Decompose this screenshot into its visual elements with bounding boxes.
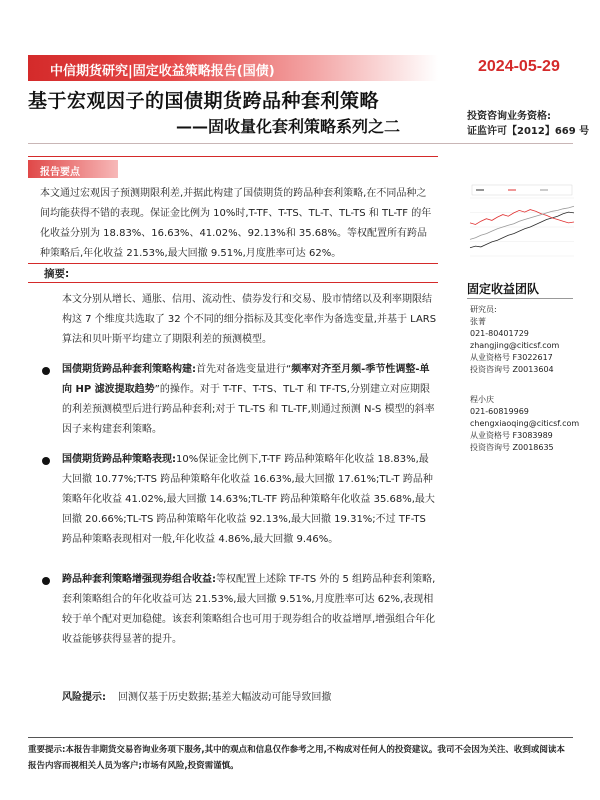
analyst-email[interactable]: chengxiaoqing@citicsf.com: [470, 419, 580, 428]
team-title: 固定收益团队: [467, 282, 540, 296]
disclaimer-note: 重要提示:本报告非期货交易咨询业务项下服务,其中的观点和信息仅作参考之用,不构成对任何人的投资建议。我司不会因为关注、收到或阅读本报告内容而视相关人员为客户;市场有风险,投资需谨慎。: [28, 745, 565, 771]
analyst-phone: 021-80401729: [470, 329, 529, 338]
abstract-intro: 本文分别从增长、通胀、信用、流动性、债券发行和交易、股市情绪以及利率期限结构这 7 个维度共选取了 32 个不同的细分指标及其变化率作为备选变量,并基于 LARS 算法和贝叶斯平均建立了期限利差的预测模型。: [62, 294, 437, 345]
report-subtitle: ——固收量化套利策略系列之二: [176, 117, 401, 136]
bullet-performance-body: 10%保证金比例下,T-TF 跨品种策略年化收益 18.83%,最大回撤 10.77%;T-TS 跨品种策略年化收益 16.63%,最大回撤 17.61%;TL-T 跨品种策略年化收益 41.02%,最大回撤 14.63%;TL-TF 跨品种策略年化收益 35.68%,最大回撤 20.66%;TL-TS 跨品种策略年化收益 92.13%,最大回撤 19.31%;不过 TF-TS 跨品种策略表现相对一般,年化收益 4.86%,最大回撤 9.46%。: [62, 454, 435, 545]
summary-tag-label: 报告要点: [40, 167, 80, 178]
bullet-enhancement: [62, 570, 438, 650]
chart-legend-box: [472, 185, 572, 195]
abstract-label: 摘要:: [44, 268, 70, 280]
bullet-dot: [42, 457, 50, 465]
bullet-enhancement-head: 跨品种套利策略增强现券组合收益:: [62, 574, 216, 585]
researcher-label: 研究员:: [470, 305, 497, 314]
analyst-cert-advisory: 投资咨询号 Z0018635: [470, 443, 554, 452]
bullet-construction: [62, 360, 438, 440]
team-divider: [467, 298, 573, 299]
report-title: 基于宏观因子的国债期货跨品种套利策略: [28, 90, 380, 112]
report-category-ribbon: [28, 55, 438, 81]
abstract-divider: [28, 282, 438, 283]
qualification-label: 投资咨询业务资格:: [467, 111, 551, 122]
header-divider: [28, 143, 573, 144]
analyst-name: 张菁: [470, 317, 486, 326]
report-date: 2024-05-29: [478, 58, 560, 75]
footer-divider: [28, 737, 573, 738]
bullet-construction-body-pre: 首先对备选变量进行“: [196, 364, 292, 375]
analyst-cert-advisory: 投资咨询号 Z0013604: [470, 365, 554, 374]
bullet-enhancement-body: 等权配置上述除 TF-TS 外的 5 组跨品种套利策略,套利策略组合的年化收益可达 21.53%,最大回撤 9.51%,月度胜率可达 62%,表现相较于单个配对更加稳健。该套利策略组合也可用于现券组合的收益增厚,增强组合年化收益能够获得显著的提升。: [62, 574, 436, 645]
bullet-construction-emphasis: 频率对齐至月频-季节性调整-单向 HP 滤波提取趋势: [62, 364, 430, 395]
report-category-label: 中信期货研究|固定收益策略报告(国债): [50, 64, 275, 79]
bullet-dot: [42, 367, 50, 375]
summary-tag: [28, 160, 118, 178]
qualification-license: 证监许可【2012】669 号: [467, 126, 590, 137]
bullet-performance: [62, 450, 438, 550]
bullet-performance-head: 国债期货跨品种策略表现:: [62, 454, 176, 465]
analyst-name: 程小庆: [470, 395, 494, 404]
risk-label: 风险提示:: [62, 692, 106, 703]
analyst-cert-qualification: 从业资格号 F3083989: [470, 431, 553, 440]
analyst-email[interactable]: zhangjing@citicsf.com: [470, 341, 560, 350]
bullet-construction-head: 国债期货跨品种套利策略构建:: [62, 364, 196, 375]
analyst-cert-qualification: 从业资格号 F3022617: [470, 353, 553, 362]
performance-chart: [466, 182, 578, 262]
analyst-phone: 021-60819969: [470, 407, 529, 416]
risk-text: 回测仅基于历史数据;基差大幅波动可能导致回撤: [118, 692, 332, 703]
bullet-construction-body-post: ”的操作。对于 T-TF、T-TS、TL-T 和 TF-TS,分别建立对应期限的利差预测模型后进行跨品种套利;对于 TL-TS 和 TL-TF,则通过预测 N-S 模型的斜率因子来构建套利策略。: [62, 384, 435, 435]
summary-text: 本文通过宏观因子预测期限利差,并据此构建了国债期货的跨品种套利策略,在不同品种之间均能获得不错的表现。保证金比例为 10%时,T-TF、T-TS、TL-T、TL-TS 和 TL-TF 的年化收益分别为 18.83%、16.63%、41.02%、92.13%和 35.68%。等权配置所有跨品种策略后,年化收益 21.53%,最大回撤 9.51%,月度胜率可达 62%。: [40, 188, 432, 259]
bullet-dot: [42, 577, 50, 585]
